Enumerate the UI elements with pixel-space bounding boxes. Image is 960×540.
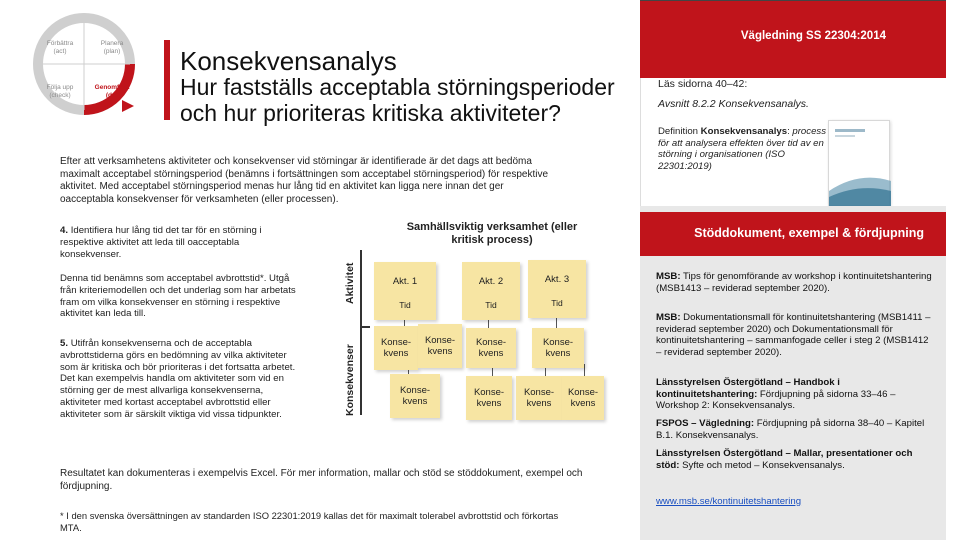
page-title: Konsekvensanalys [180,46,397,76]
read-pages: Läs sidorna 40–42: [658,78,748,90]
reference-item [656,418,936,441]
reference-text: Fördjupning på sidorna 38–40 – Kapitel B.1. Konsekvensanalys. [656,418,925,441]
step-4-detail: Denna tid benämns som acceptabel avbrottstid*. Utgå från kriteriemodellen och det underlag som har arbetats fram om vilka konsekvenser en störning i respektive aktivitet kan leda till. [60,273,296,320]
reference-item [656,271,936,294]
consequence-note: Konse-kvens [532,328,584,368]
step-5-text: Utifrån konsekvenserna och de acceptabla avbrottstiderna görs en bedömning av vilka aktiviteter som är kritiska och bör prioriteras i det fortsatta arbetet. Det kan exempelvis handla om aktiviteter som vid en störning ger de mest allvarliga konsekvenserna, aktiviteter med kortast acceptabel avbrottstid eller aktiviteter som är särskilt viktiga vid vissa tidpunkter. [60,338,296,420]
diagram-axis-divider [360,326,370,328]
standard-cover-image [828,120,890,206]
consequence-note: Konse-kvens [516,376,562,420]
support-panel [640,206,946,540]
pdca-wheel-graphic [10,4,160,124]
pdca-check-label: Följa upp (check) [46,84,74,99]
step-4 [60,225,300,260]
guidance-header-title: Vägledning SS 22304:2014 [740,30,886,42]
page-subtitle: Hur fastställs acceptabla störningsperioder och hur prioriteras kritiska aktiviteter? [180,74,615,126]
intro-text: Efter att verksamhetens aktiviteter och konsekvenser vid störningar är identifierade är det dags att bedöma maximalt acceptabel störningsperiod (benämns i fortsättningen som acceptabel störningsperiod) för respektive aktivitet. Med acceptabel störningsperiod menas hur lång tid en aktivitet kan ligga nere innan det ger oacceptabla konsekvenser för verksamheten (eller processen). [60,156,549,205]
consequence-note: Konse-kvens [562,376,604,420]
support-title: Stöddokument, exempel & fördjupning [694,226,924,240]
axis-label-activity: Aktivitet [344,262,356,304]
activity-time: Tid [399,299,411,310]
pdca-act-label: Förbättra (act) [46,40,74,55]
reference-item [656,448,936,471]
activity-label: Akt. 3 [544,274,570,285]
diagram-title: Samhällsviktig verksamhet (eller kritisk process) [406,221,578,246]
msb-link[interactable]: www.msb.se/kontinuitetshantering [656,496,802,507]
activity-label: Akt. 2 [478,276,504,287]
activity-time: Tid [485,299,497,310]
definition-colon: : [787,126,790,137]
activity-note-1 [374,262,436,320]
reference-text: Syfte och metod – Konsekvensanalys. [679,459,845,471]
definition-prefix: Definition [658,126,701,137]
footnote: * I den svenska översättningen av standarden ISO 22301:2019 kallas det för maximalt tolerabel avbrottstid och förkortas MTA. [60,510,559,533]
standard-cover-graphic [829,121,891,207]
consequence-note: Konse-kvens [374,326,418,370]
activity-note-3 [528,260,586,318]
reference-item [656,377,936,412]
step-5 [60,338,305,421]
pdca-wheel [10,4,160,124]
reference-source: Länsstyrelsen Östergötland – Mallar, presentationer och stöd: [656,448,913,471]
axis-label-consequence: Konsekvenser [344,344,356,416]
result-text: Resultatet kan dokumenteras i exempelvis Excel. För mer information, mallar och stöd se stöddokument, exempel och fördjupning. [60,468,583,492]
step-4-number: 4. [60,225,69,236]
reference-source: MSB: [656,312,681,323]
activity-label: Akt. 1 [392,276,418,287]
activity-time: Tid [551,297,563,308]
reference-text: Fördjupning på sidorna 33–46 – Workshop 2: Konsekvensanalys. [656,388,896,412]
consequence-note: Konse-kvens [466,376,512,420]
section-reference: Avsnitt 8.2.2 Konsekvensanalys. [658,98,809,110]
step-5-number: 5. [60,338,69,349]
activity-note-2 [462,262,520,320]
reference-source: MSB: [656,271,681,282]
diagram-axis [360,250,362,415]
reference-source: FSPOS – Vägledning: [656,418,755,429]
pdca-plan-label: Planera (plan) [100,40,124,55]
title-accent-bar [164,40,170,120]
definition-body: process för att analysera effekten över tid av en störning i organisationen (ISO 22301:2019) [658,126,826,172]
reference-text: Tips för genomförande av workshop i kontinuitetshantering (MSB1413 – reviderad september 2020). [656,271,932,294]
consequence-note: Konse-kvens [466,328,516,368]
pdca-do-label: Genomföra (do) [94,84,130,99]
consequence-note: Konse-kvens [418,324,462,368]
consequence-note: Konse-kvens [390,374,440,418]
definition [658,126,828,172]
definition-term: Konsekvensanalys [700,126,788,137]
step-4-text: Identifiera hur lång tid det tar för en störning i respektive aktivitet att leda till oacceptabla konsekvenser. [60,225,262,260]
reference-source: Länsstyrelsen Östergötland – Handbok i kontinuitetshantering: [656,377,840,400]
reference-item [656,312,936,358]
reference-text: Dokumentationsmall för kontinuitetshantering (MSB1411 – reviderad september 2020) och Dokumentationsmall för kontinuitetshantering – sammanfogade celler i steg 2 (MSB1412 – reviderad september 2020). [656,312,931,358]
